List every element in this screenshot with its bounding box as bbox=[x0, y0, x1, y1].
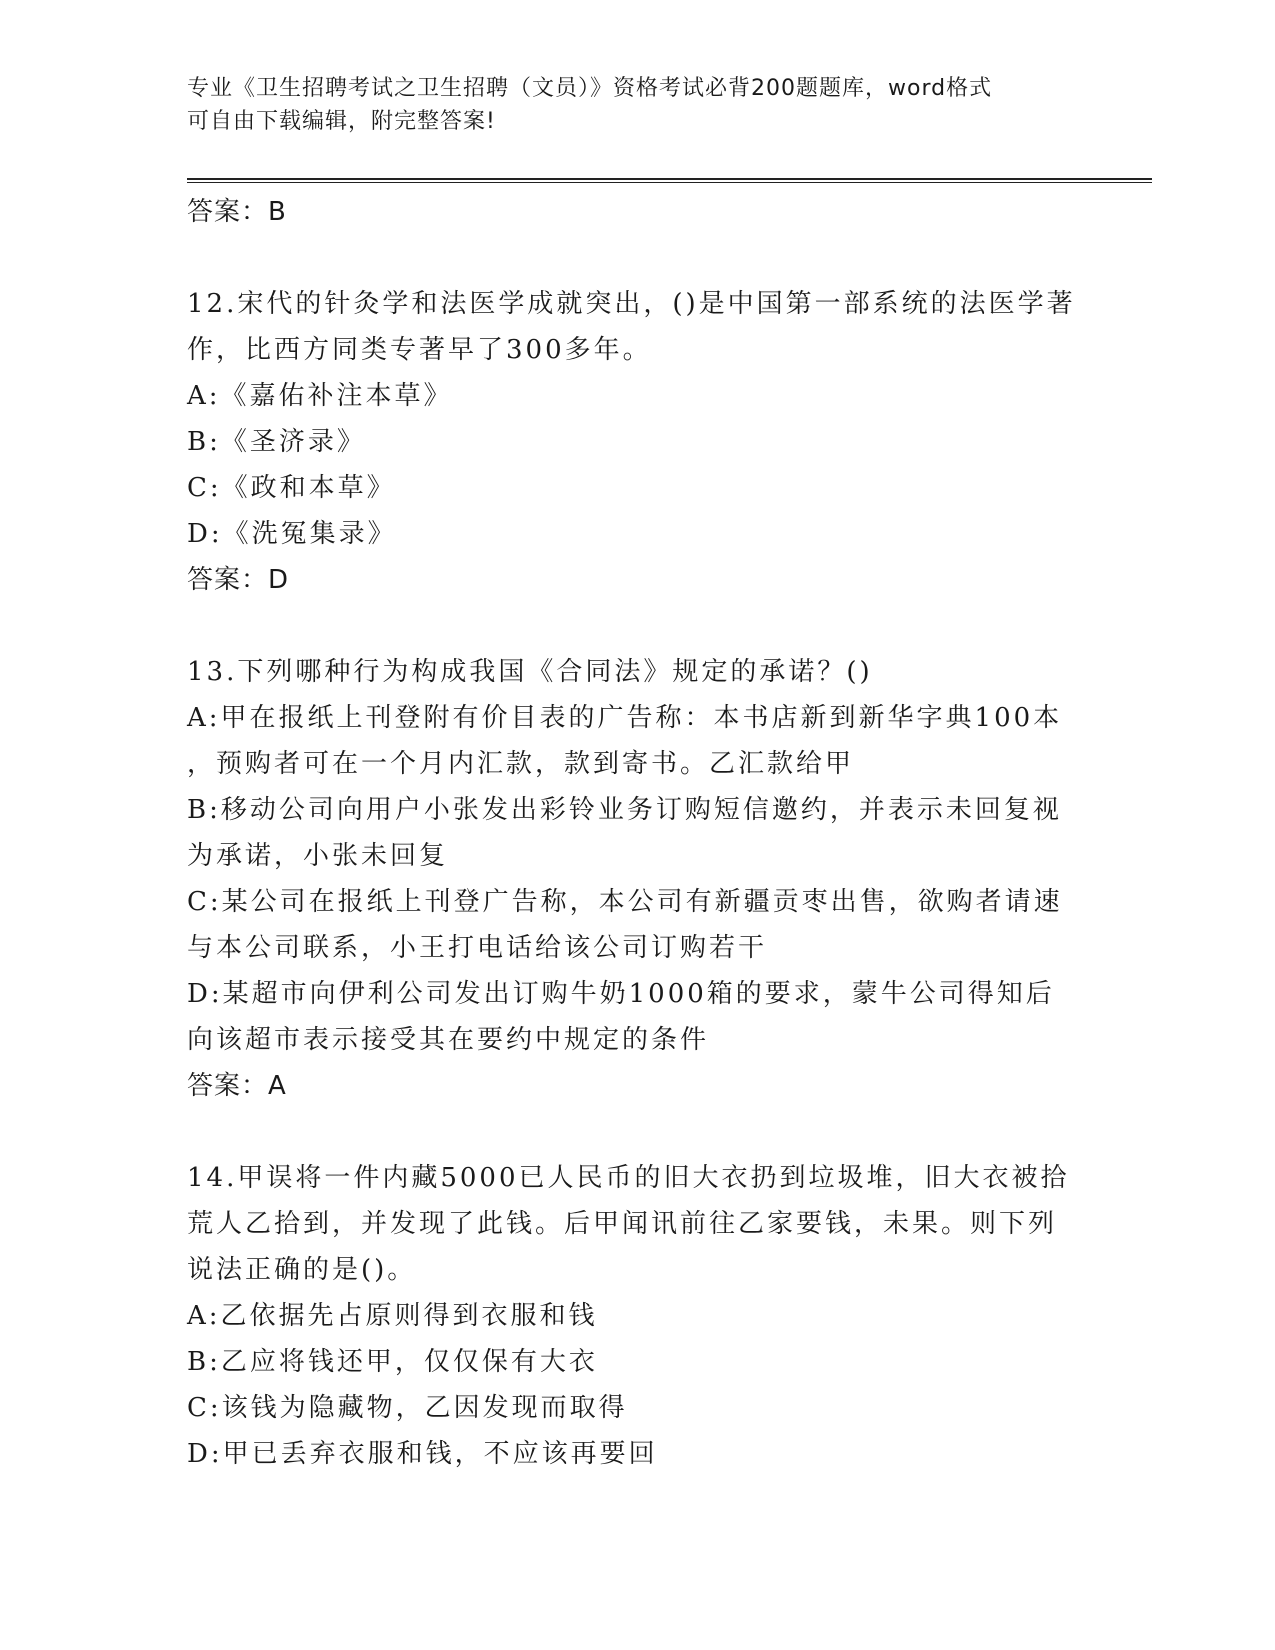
question-12-stem: 作，比西方同类专著早了300多年。 bbox=[187, 335, 652, 365]
question-12-option-a: A:《嘉佑补注本草》 bbox=[187, 381, 453, 411]
question-12-option-b: B:《圣济录》 bbox=[187, 427, 366, 457]
question-13-option-d: D:某超市向伊利公司发出订购牛奶1000箱的要求，蒙牛公司得知后 bbox=[187, 979, 1055, 1009]
question-13-option-a: A:甲在报纸上刊登附有价目表的广告称：本书店新到新华字典100本 bbox=[187, 703, 1063, 733]
question-13-option-a: ，预购者可在一个月内汇款，款到寄书。乙汇款给甲 bbox=[187, 749, 855, 779]
question-14-stem: 14.甲误将一件内藏5000已人民币的旧大衣扔到垃圾堆，旧大衣被拾 bbox=[187, 1163, 1070, 1193]
question-12-option-c: C:《政和本草》 bbox=[187, 473, 396, 503]
question-13-stem: 13.下列哪种行为构成我国《合同法》规定的承诺？() bbox=[187, 657, 873, 687]
question-14-stem: 说法正确的是()。 bbox=[187, 1255, 417, 1285]
header-rule-thin bbox=[187, 182, 1152, 183]
question-14-option-c: C:该钱为隐藏物，乙因发现而取得 bbox=[187, 1393, 628, 1423]
spacer bbox=[187, 1109, 1087, 1155]
question-12-answer: 答案：D bbox=[187, 565, 290, 595]
question-14-stem: 荒人乙拾到，并发现了此钱。后甲闻讯前往乙家要钱，未果。则下列 bbox=[187, 1209, 1058, 1239]
question-14-option-b: B:乙应将钱还甲，仅仅保有大衣 bbox=[187, 1347, 598, 1377]
question-13-option-c: 与本公司联系，小王打电话给该公司订购若干 bbox=[187, 933, 768, 963]
question-content bbox=[187, 189, 1087, 1477]
question-12-option-d: D:《洗冤集录》 bbox=[187, 519, 397, 549]
question-13-option-d: 向该超市表示接受其在要约中规定的条件 bbox=[187, 1025, 710, 1055]
answer-line: 答案：B bbox=[187, 197, 287, 227]
question-14-option-d: D:甲已丢弃衣服和钱，不应该再要回 bbox=[187, 1439, 658, 1469]
spacer bbox=[187, 235, 1087, 281]
question-13-option-b: 为承诺，小张未回复 bbox=[187, 841, 449, 871]
page-header: 专业《卫生招聘考试之卫生招聘（文员）》资格考试必背200题题库，word格式 可自由下载编辑，附完整答案! bbox=[187, 76, 993, 134]
question-14-option-a: A:乙依据先占原则得到衣服和钱 bbox=[187, 1301, 598, 1331]
header-rule-thick bbox=[187, 178, 1152, 180]
question-13-option-b: B:移动公司向用户小张发出彩铃业务订购短信邀约，并表示未回复视 bbox=[187, 795, 1062, 825]
spacer bbox=[187, 603, 1087, 649]
question-13-answer: 答案：A bbox=[187, 1071, 287, 1101]
question-12-stem: 12.宋代的针灸学和法医学成就突出，()是中国第一部系统的法医学著 bbox=[187, 289, 1076, 319]
question-13-option-c: C:某公司在报纸上刊登广告称，本公司有新疆贡枣出售，欲购者请速 bbox=[187, 887, 1063, 917]
